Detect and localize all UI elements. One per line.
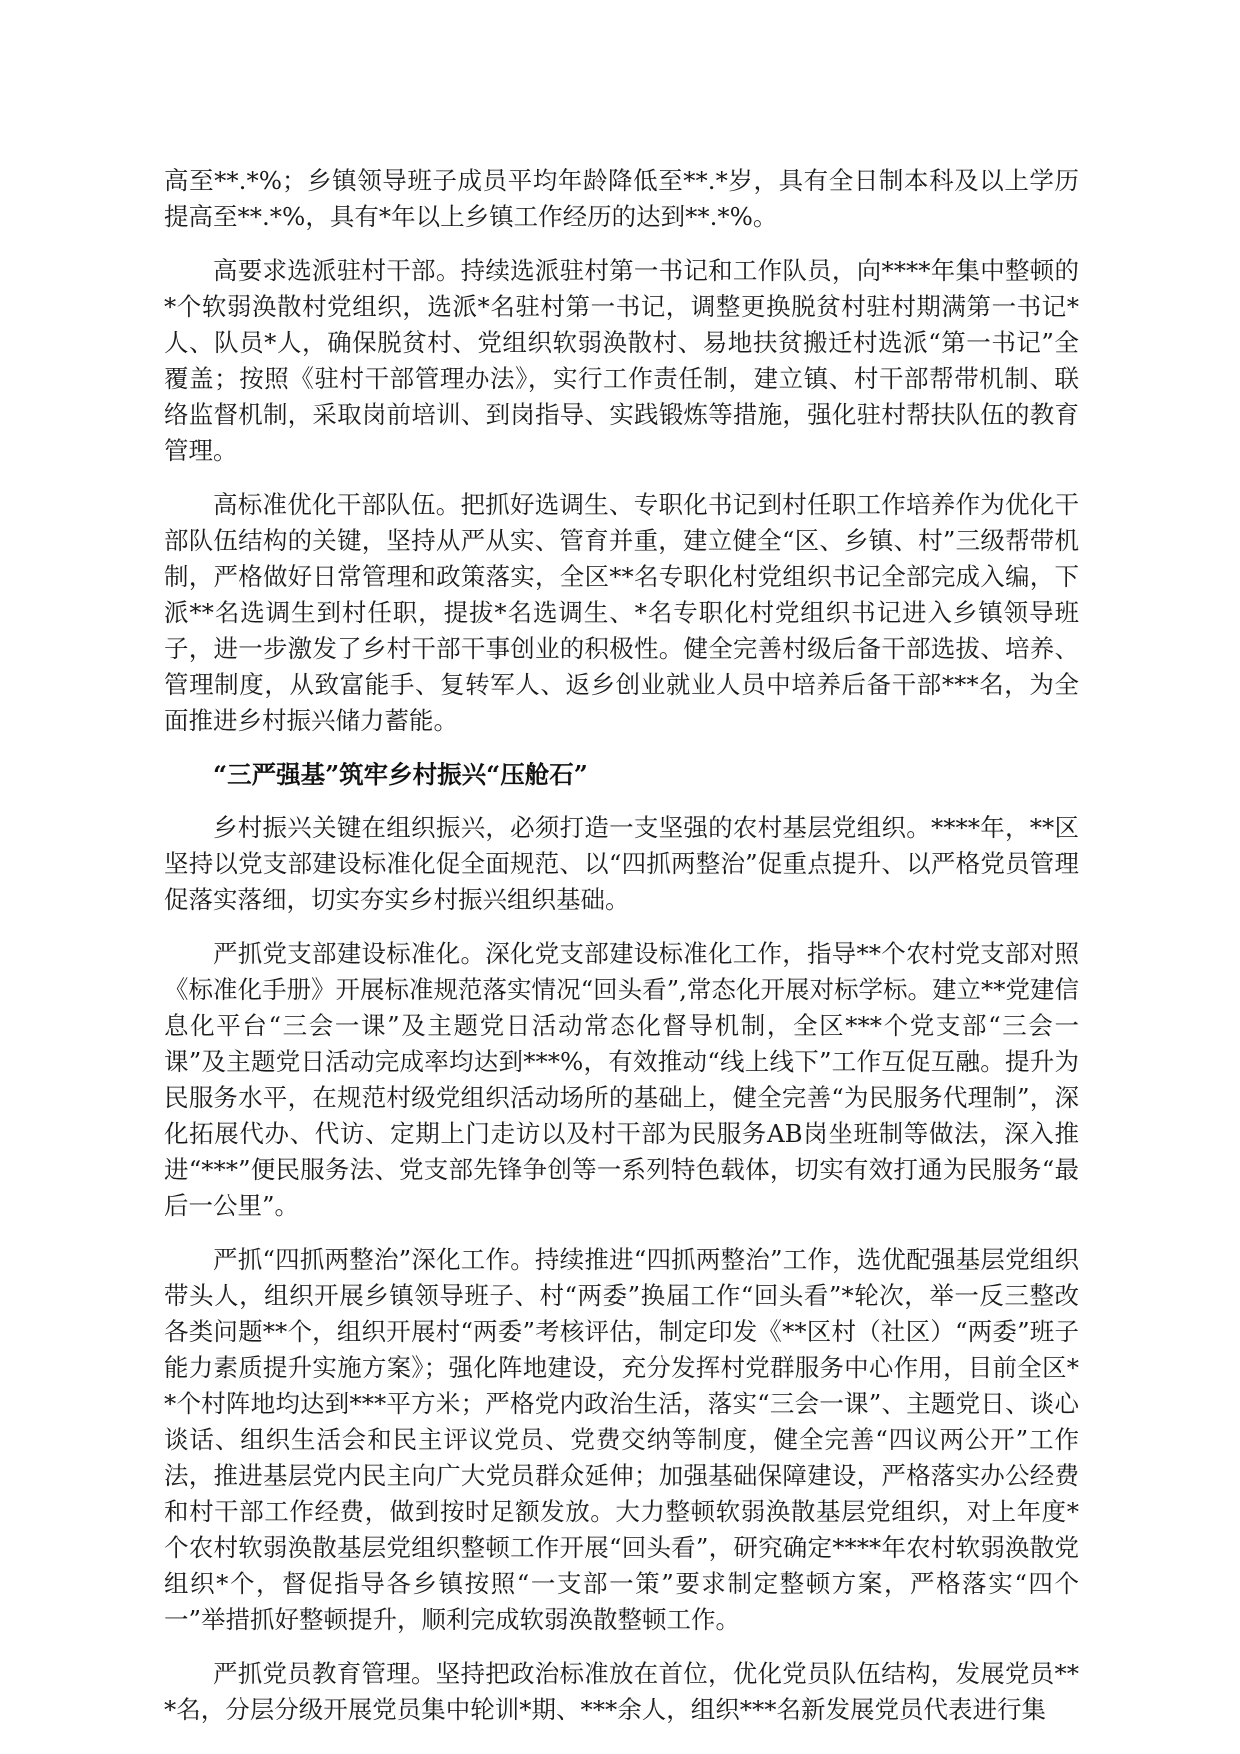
section-heading: “三严强基”筑牢乡村振兴“压舱石” <box>213 760 588 789</box>
paragraph-branch-standardization: 严抓党支部建设标准化。深化党支部建设标准化工作，指导**个农村党支部对照《标准化手册》开展标准规范落实情况“回头看”,常态化开展对标学标。建立**党建信息化平台“三会一课”及主题党日活动常态化督导机制，全区***个党支部“三会一课”及主题党日活动完成率均达到***%，有效推动“线上线下”工作互促互融。提升为民服务水平，在规范村级党组织活动场所的基础上，健全完善“为民服务代理制”，深化拓展代办、代访、定期上门走访以及村干部为民服务AB岗坐班制等做法，深入推进“***”便民服务法、党支部先锋争创等一系列特色载体，切实有效打通为民服务“最后一公里”。 <box>164 939 1079 1220</box>
paragraph-member-education: 严抓党员教育管理。坚持把政治标准放在首位，优化党员队伍结构，发展党员***名，分层分级开展党员集中轮训*期、***余人，组织***名新发展党员代表进行集 <box>164 1659 1079 1724</box>
paragraph-cadre-team: 高标准优化干部队伍。把抓好选调生、专职化书记到村任职工作培养作为优化干部队伍结构的关键，坚持从严从实、管育并重，建立健全“区、乡镇、村”三级帮带机制，严格做好日常管理和政策落实，全区**名专职化村党组织书记全部完成入编，下派**名选调生到村任职，提拔*名选调生、*名专职化村党组织书记进入乡镇领导班子，进一步激发了乡村干部干事创业的积极性。健全完善村级后备干部选拔、培养、管理制度，从致富能手、复转军人、返乡创业就业人员中培养后备干部***名，为全面推进乡村振兴储力蓄能。 <box>164 490 1079 735</box>
paragraph-continuation: 高至**.*%；乡镇领导班子成员平均年龄降低至**.*岁，具有全日制本科及以上学历提高至**.*%，具有*年以上乡镇工作经历的达到**.*%。 <box>164 166 1079 231</box>
document-body <box>164 163 1079 1746</box>
paragraph-four-two-rectification: 严抓“四抓两整治”深化工作。持续推进“四抓两整治”工作，选优配强基层党组织带头人，组织开展乡镇领导班子、村“两委”换届工作“回头看”*轮次，举一反三整改各类问题**个，组织开展村“两委”考核评估，制定印发《**区村（社区）“两委”班子能力素质提升实施方案》；强化阵地建设，充分发挥村党群服务中心作用，目前全区**个村阵地均达到***平方米；严格党内政治生活，落实“三会一课”、主题党日、谈心谈话、组织生活会和民主评议党员、党费交纳等制度，健全完善“四议两公开”工作法，推进基层党内民主向广大党员群众延伸；加强基础保障建设，严格落实办公经费和村干部工作经费，做到按时足额发放。大力整顿软弱涣散基层党组织，对上年度*个农村软弱涣散基层党组织整顿工作开展“回头看”，研究确定****年农村软弱涣散党组织*个，督促指导各乡镇按照“一支部一策”要求制定整顿方案，严格落实“四个一”举措抓好整顿提升，顺利完成软弱涣散整顿工作。 <box>164 1245 1079 1634</box>
paragraph-village-cadres: 高要求选派驻村干部。持续选派驻村第一书记和工作队员，向****年集中整顿的*个软弱涣散村党组织，选派*名驻村第一书记，调整更换脱贫村驻村期满第一书记*人、队员*人，确保脱贫村、党组织软弱涣散村、易地扶贫搬迁村选派“第一书记”全覆盖；按照《驻村干部管理办法》，实行工作责任制，建立镇、村干部帮带机制、联络监督机制，采取岗前培训、到岗指导、实践锻炼等措施，强化驻村帮扶队伍的教育管理。 <box>164 256 1079 465</box>
paragraph-organization-revitalization: 乡村振兴关键在组织振兴，必须打造一支坚强的农村基层党组织。****年，**区坚持以党支部建设标准化促全面规范、以“四抓两整治”促重点提升、以严格党员管理促落实落细，切实夯实乡村振兴组织基础。 <box>164 813 1079 914</box>
